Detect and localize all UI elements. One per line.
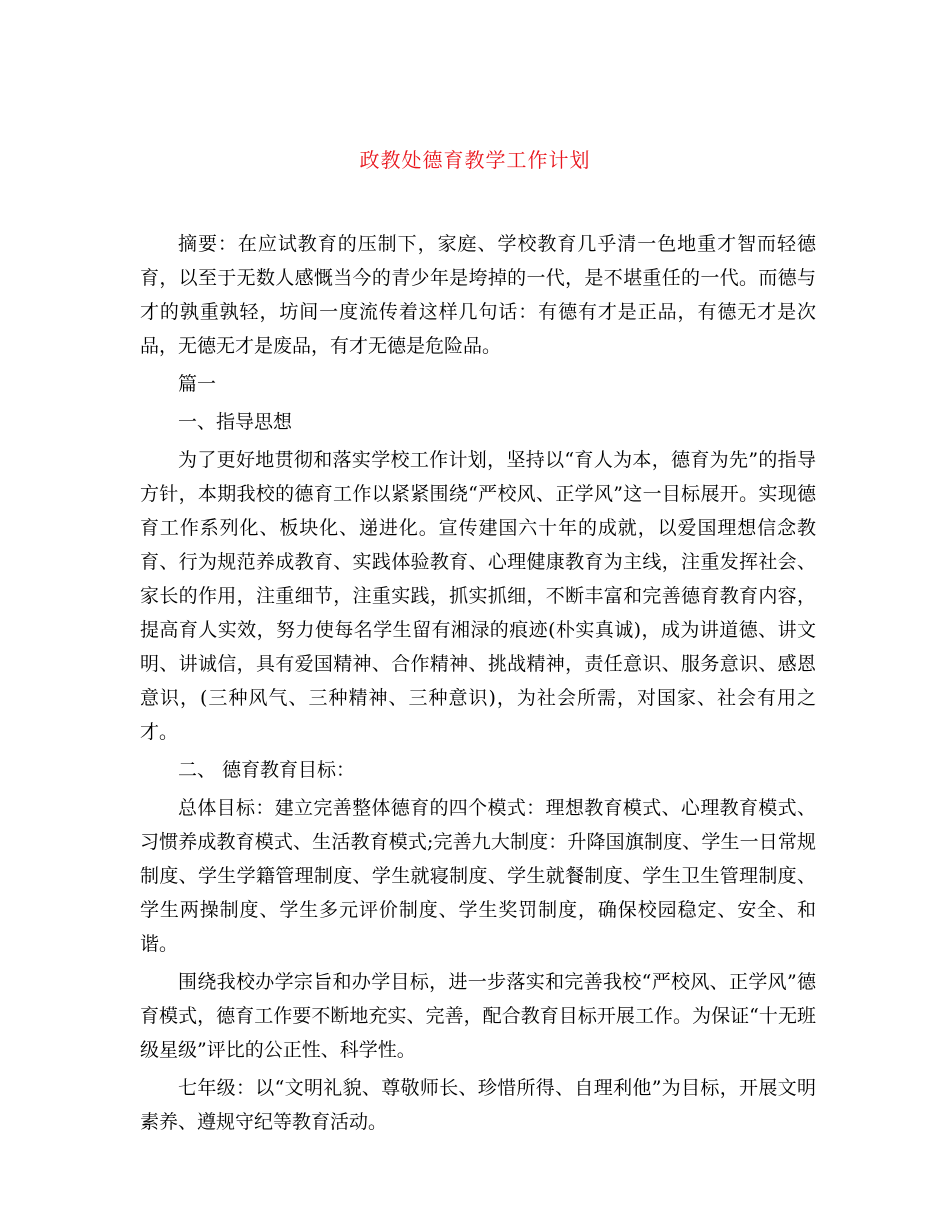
paragraph-overall-goals: 总体目标：建立完善整体德育的四个模式：理想教育模式、心理教育模式、习惯养成教育模式、生活教育模式;完善九大制度：升降国旗制度、学生一日常规制度、学生学籍管理制度、学生就寝制度、学生就餐制度、学生卫生管理制度、学生两操制度、学生多元评价制度、学生奖罚制度，确保校园稳定、安全、和谐。 [140,797,816,955]
paragraph-part-one: 篇一 [178,373,217,395]
heading-guiding-thought: 一、指导思想 [178,411,293,433]
paragraph-school-mission: 围绕我校办学宗旨和办学目标，进一步落实和完善我校“严校风、正学风”德育模式，德育工作要不断地充实、完善，配合教育目标开展工作。为保证“十无班级星级”评比的公正性、科学性。 [140,971,816,1061]
heading-moral-goals: 二、 德育教育目标： [178,759,356,781]
paragraph-abstract: 摘要：在应试教育的压制下，家庭、学校教育几乎清一色地重才智而轻德育，以至于无数人感慨当今的青少年是垮掉的一代，是不堪重任的一代。而德与才的孰重孰轻，坊间一度流传着这样几句话：有德有才是正品，有德无才是次品，无德无才是废品，有才无德是危险品。 [140,233,816,357]
paragraph-guiding-thought: 为了更好地贯彻和落实学校工作计划，坚持以“育人为本，德育为先”的指导方针，本期我校的德育工作以紧紧围绕“严校风、正学风”这一目标展开。实现德育工作系列化、板块化、递进化。宣传建国六十年的成就，以爱国理想信念教育、行为规范养成教育、实践体验教育、心理健康教育为主线，注重发挥社会、家长的作用，注重细节，注重实践，抓实抓细，不断丰富和完善德育教育内容，提高育人实效，努力使每名学生留有湘渌的痕迹(朴实真诚)，成为讲道德、讲文明、讲诚信，具有爱国精神、合作精神、挑战精神，责任意识、服务意识、感恩意识，(三种风气、三种精神、三种意识)，为社会所需，对国家、社会有用之才。 [140,449,816,743]
paragraph-grade-seven: 七年级：以“文明礼貌、尊敬师长、珍惜所得、自理利他”为目标，开展文明素养、遵规守纪等教育活动。 [140,1077,816,1133]
document-title: 政教处德育教学工作计划 [359,148,591,172]
document-body [140,227,816,1143]
